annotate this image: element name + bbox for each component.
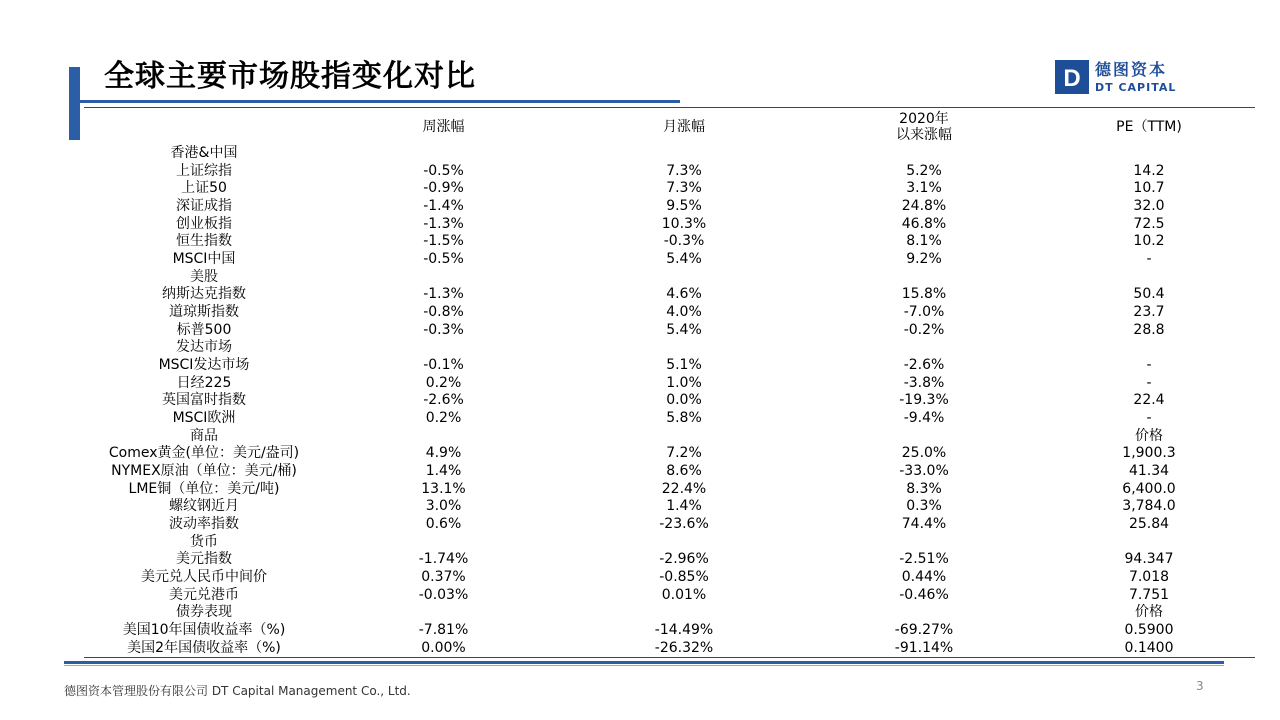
pe-or-price-cell: 0.5900 [1124,622,1174,639]
weekly-change-cell: -1.3% [423,286,464,303]
ytd-change-cell: 9.2% [906,251,942,268]
title-accent-bar [69,67,80,140]
pe-or-price-cell: 10.7 [1133,180,1165,197]
monthly-change-cell: 5.1% [666,357,702,374]
row-name-cell: 上证50 [181,180,227,197]
row-name-cell: 创业板指 [176,215,232,232]
pe-or-price-cell: 价格 [1135,604,1163,621]
pe-or-price-cell: 32.0 [1133,198,1165,215]
ytd-change-cell: 3.1% [906,180,942,197]
weekly-change-cell: -0.8% [423,304,464,321]
pe-or-price-cell: 10.2 [1133,233,1165,250]
row-name-cell: 螺纹钢近月 [169,498,239,515]
ytd-change-cell: -9.4% [903,410,945,427]
table-row [84,269,1255,287]
row-name-cell: 美元指数 [176,551,232,568]
table-row [84,534,1255,552]
table-row [84,304,1255,322]
weekly-change-cell: -7.81% [418,622,469,639]
weekly-change-cell: -1.74% [418,551,469,568]
table-row [84,357,1255,375]
ytd-change-cell: -3.8% [903,374,945,391]
weekly-change-cell: 1.4% [425,463,462,480]
ytd-change-cell: 74.4% [901,516,947,533]
pe-or-price-cell: 23.7 [1133,304,1165,321]
pe-or-price-cell: 3,784.0 [1122,498,1176,515]
row-name-cell: 上证综指 [176,162,232,179]
monthly-change-cell: 7.2% [666,445,702,462]
row-name-cell: 深证成指 [176,198,232,215]
row-name-cell: 日经225 [176,374,232,391]
ytd-change-cell: -19.3% [899,392,949,409]
header-weekly-change: 周涨幅 [422,118,465,135]
page-title: 全球主要市场股指变化对比 [104,59,476,94]
header-pe-ttm: PE（TTM) [1116,118,1182,135]
row-name-cell: 道琼斯指数 [169,304,239,321]
table-row [84,551,1255,569]
weekly-change-cell: -0.9% [423,180,464,197]
header-ytd-change: 2020年 以来涨幅 [896,110,952,143]
table-row [84,375,1255,393]
table-row [84,640,1255,658]
monthly-change-cell: 7.3% [666,162,702,179]
weekly-change-cell: -0.1% [423,357,464,374]
ytd-change-cell: 5.2% [906,162,942,179]
weekly-change-cell: -0.3% [423,321,464,338]
table-bottom-rule [84,657,1255,658]
table-row [84,145,1255,163]
pe-or-price-cell: 25.84 [1128,516,1170,533]
row-name-cell: 美元兑港币 [169,586,239,603]
table-row [84,622,1255,640]
row-name-cell: 纳斯达克指数 [162,286,246,303]
table-row [84,198,1255,216]
ytd-change-cell: -0.2% [903,321,945,338]
pe-or-price-cell: 72.5 [1133,215,1165,232]
weekly-change-cell: -2.6% [423,392,464,409]
row-name-cell: Comex黄金(单位：美元/盎司) [108,445,300,462]
table-row [84,322,1255,340]
row-name-cell: LME铜（单位：美元/吨) [128,480,280,497]
monthly-change-cell: 22.4% [661,480,707,497]
weekly-change-cell: 4.9% [425,445,462,462]
weekly-change-cell: -0.03% [418,586,469,603]
pe-or-price-cell: 94.347 [1124,551,1174,568]
monthly-change-cell: 0.01% [661,586,707,603]
monthly-change-cell: 5.8% [666,410,702,427]
pe-or-price-cell: 14.2 [1133,162,1165,179]
table-row [84,481,1255,499]
monthly-change-cell: 1.0% [666,374,702,391]
weekly-change-cell: 13.1% [421,480,466,497]
ytd-change-cell: 15.8% [901,286,947,303]
ytd-change-cell: 24.8% [901,198,947,215]
monthly-change-cell: 5.4% [666,251,702,268]
monthly-change-cell: -23.6% [659,516,709,533]
ytd-change-cell: 0.3% [906,498,942,515]
pe-or-price-cell: - [1146,251,1152,268]
pe-or-price-cell: - [1146,374,1152,391]
ytd-change-cell: 46.8% [901,215,947,232]
pe-or-price-cell: 28.8 [1133,321,1165,338]
monthly-change-cell: 4.0% [666,304,702,321]
ytd-change-cell: 25.0% [901,445,947,462]
table-row [84,498,1255,516]
row-name-cell: 发达市场 [176,339,232,356]
weekly-change-cell: -0.5% [423,251,464,268]
row-name-cell: 恒生指数 [176,233,232,250]
table-header [84,108,1255,145]
logo-name-en: DT CAPITAL [1095,81,1177,94]
company-logo [1055,60,1185,100]
header-monthly-change: 月涨幅 [663,118,705,135]
row-name-cell: 货币 [190,533,218,550]
row-name-cell: 美元兑人民币中间价 [141,569,267,586]
monthly-change-cell: 5.4% [666,321,702,338]
table-row [84,180,1255,198]
weekly-change-cell: 3.0% [425,498,462,515]
table-row [84,410,1255,428]
monthly-change-cell: 10.3% [661,215,707,232]
pe-or-price-cell: 50.4 [1133,286,1165,303]
monthly-change-cell: 1.4% [666,498,702,515]
pe-or-price-cell: 22.4 [1133,392,1165,409]
pe-or-price-cell: 7.751 [1128,586,1170,603]
monthly-change-cell: -2.96% [659,551,709,568]
row-name-cell: 英国富时指数 [162,392,246,409]
weekly-change-cell: 0.2% [425,410,462,427]
ytd-change-cell: 0.44% [901,569,947,586]
row-name-cell: NYMEX原油（单位：美元/桶) [111,463,297,480]
table-row [84,216,1255,234]
row-name-cell: MSCI中国 [172,251,236,268]
ytd-change-cell: -69.27% [894,622,954,639]
table-row [84,463,1255,481]
page-number: 3 [1196,679,1204,693]
row-name-cell: 美国2年国债收益率（%) [127,639,281,656]
weekly-change-cell: 0.6% [425,516,462,533]
ytd-change-cell: -0.46% [899,586,949,603]
monthly-change-cell: -0.3% [663,233,705,250]
market-index-table [84,108,1255,657]
row-name-cell: MSCI发达市场 [158,357,250,374]
row-name-cell: 美股 [190,268,218,285]
weekly-change-cell: 0.2% [425,374,462,391]
table-row [84,569,1255,587]
monthly-change-cell: 4.6% [666,286,702,303]
monthly-change-cell: -0.85% [659,569,709,586]
monthly-change-cell: -26.32% [654,639,714,656]
pe-or-price-cell: 1,900.3 [1122,445,1176,462]
table-row [84,339,1255,357]
row-name-cell: 美国10年国债收益率（%) [122,622,286,639]
pe-or-price-cell: 价格 [1135,427,1163,444]
row-name-cell: 商品 [190,427,218,444]
weekly-change-cell: -0.5% [423,162,464,179]
row-name-cell: 债券表现 [176,604,232,621]
pe-or-price-cell: 0.1400 [1124,639,1174,656]
ytd-change-cell: -2.6% [903,357,945,374]
ytd-change-cell: -33.0% [899,463,949,480]
table-row [84,392,1255,410]
weekly-change-cell: 0.00% [421,639,466,656]
pe-or-price-cell: - [1146,357,1152,374]
ytd-change-cell: 8.1% [906,233,942,250]
table-row [84,516,1255,534]
pe-or-price-cell: 41.34 [1128,463,1170,480]
monthly-change-cell: 9.5% [666,198,702,215]
row-name-cell: 标普500 [176,321,232,338]
weekly-change-cell: -1.4% [423,198,464,215]
row-name-cell: MSCI欧洲 [172,410,236,427]
monthly-change-cell: 0.0% [666,392,702,409]
pe-or-price-cell: 7.018 [1128,569,1170,586]
monthly-change-cell: 8.6% [666,463,702,480]
title-underline [80,100,680,103]
table-row [84,163,1255,181]
table-row [84,286,1255,304]
monthly-change-cell: -14.49% [654,622,714,639]
table-row [84,251,1255,269]
logo-name-cn: 德图资本 [1095,60,1168,79]
row-name-cell: 香港&中国 [170,145,238,161]
table-body [84,145,1255,657]
table-row [84,428,1255,446]
weekly-change-cell: -1.3% [423,215,464,232]
row-name-cell: 波动率指数 [169,516,239,533]
table-row [84,445,1255,463]
table-row [84,604,1255,622]
weekly-change-cell: 0.37% [421,569,466,586]
ytd-change-cell: -2.51% [899,551,949,568]
ytd-change-cell: 8.3% [906,480,942,497]
table-row [84,587,1255,605]
weekly-change-cell: -1.5% [423,233,464,250]
ytd-change-cell: -91.14% [894,639,954,656]
pe-or-price-cell: 6,400.0 [1122,480,1176,497]
monthly-change-cell: 7.3% [666,180,702,197]
footer-rule-thin [64,665,1224,666]
footer-rule [64,661,1224,664]
table-row [84,233,1255,251]
ytd-change-cell: -7.0% [903,304,945,321]
pe-or-price-cell: - [1146,410,1152,427]
svg-text:D: D [1063,65,1081,92]
footer-company: 德图资本管理股份有限公司 DT Capital Management Co., Ltd. [64,684,411,698]
logo-d-icon [1055,60,1089,94]
